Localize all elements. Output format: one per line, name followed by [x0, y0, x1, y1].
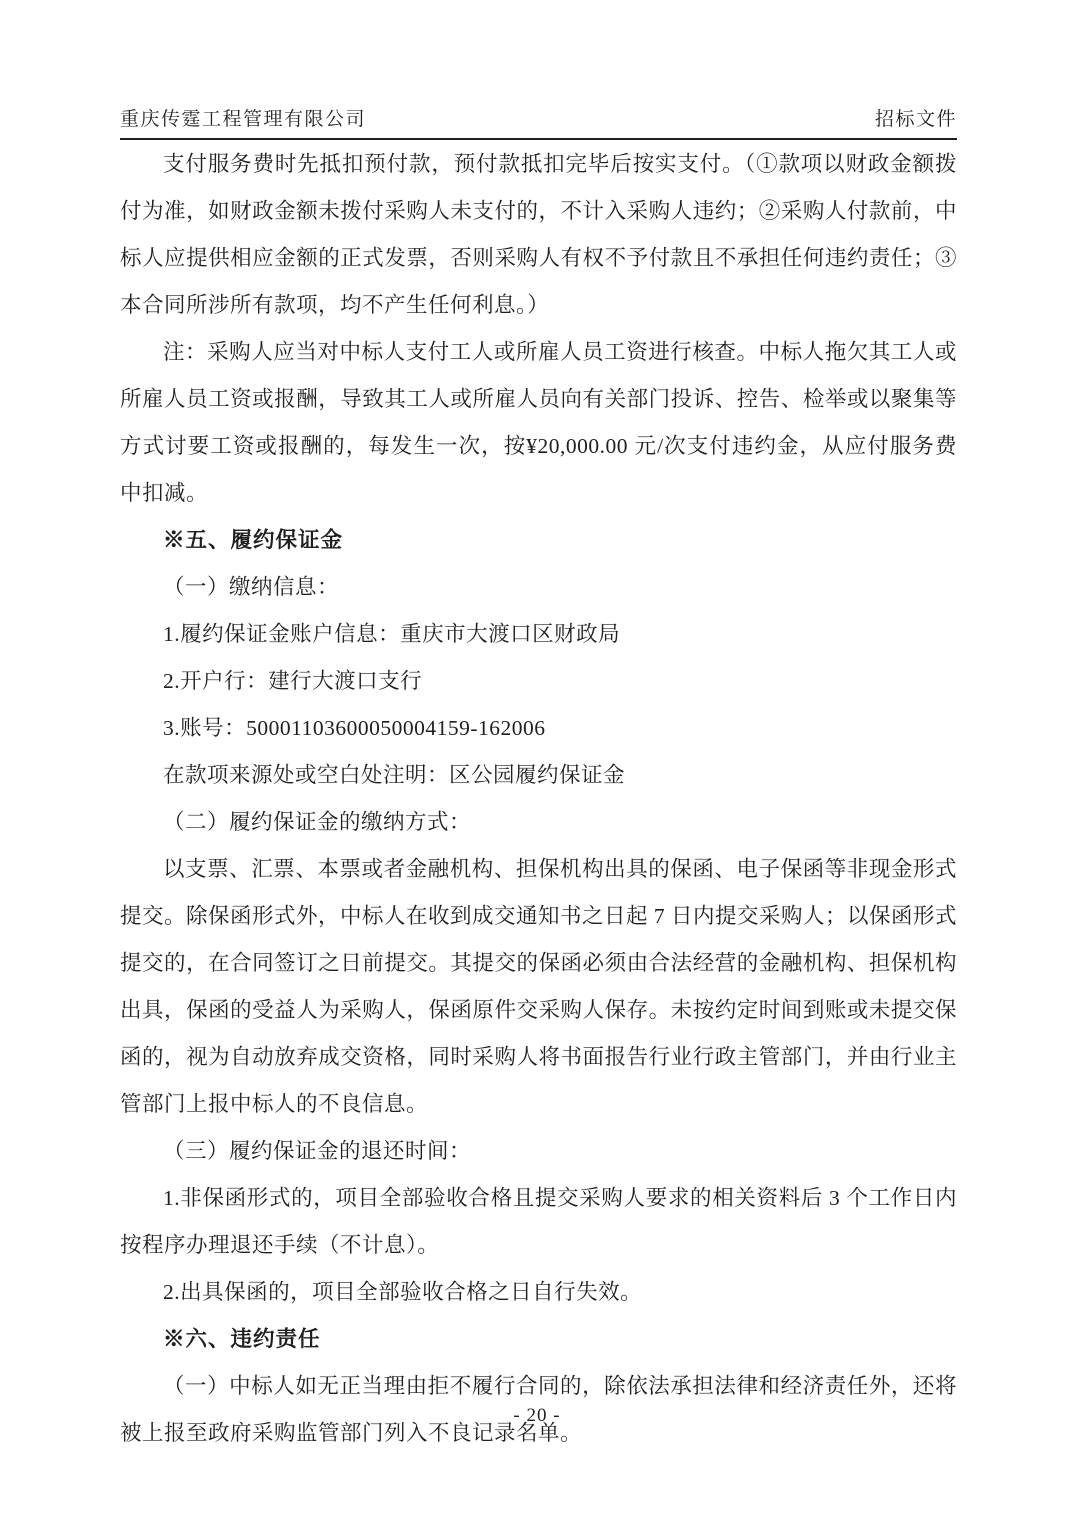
page-content — [120, 104, 957, 1457]
list-item: 2.开户行：建行大渡口支行 — [163, 669, 423, 693]
page-number: - 20 - — [513, 1405, 561, 1426]
paragraph: 在款项来源处或空白处注明：区公园履约保证金 — [163, 763, 626, 787]
section-heading-performance-bond: ※五、履约保证金 — [163, 528, 344, 552]
header-doc-label: 招标文件 — [874, 109, 957, 130]
page-header — [120, 104, 957, 140]
list-item: 1.履约保证金账户信息：重庆市大渡口区财政局 — [163, 622, 621, 646]
list-item: 1.非保函形式的，项目全部验收合格且提交采购人要求的相关资料后 3 个工作日内按程序办理退还手续（不计息）。 — [120, 1186, 957, 1257]
document-body — [120, 141, 957, 1457]
paragraph-subheading: （三）履约保证金的退还时间： — [163, 1139, 472, 1163]
list-item: 2.出具保函的，项目全部验收合格之日自行失效。 — [163, 1280, 643, 1304]
paragraph: 以支票、汇票、本票或者金融机构、担保机构出具的保函、电子保函等非现金形式提交。除保函形式外，中标人在收到成交通知书之日起 7 日内提交采购人；以保函形式提交的，在合同签订之日前提交。其提交的保函必须由合法经营的金融机构、担保机构出具，保函的受益人为采购人，保函原件交采购人保存。未按约定时间到账或未提交保函的，视为自动放弃成交资格，同时采购人将书面报告行业行政主管部门，并由行业主管部门上报中标人的不良信息。 — [120, 857, 958, 1116]
header-company-name: 重庆传霆工程管理有限公司 — [120, 109, 367, 130]
list-item: 3.账号：50001103600050004159-162006 — [163, 716, 546, 740]
paragraph-note: 注：采购人应当对中标人支付工人或所雇人员工资进行核查。中标人拖欠其工人或所雇人员工资或报酬，导致其工人或所雇人员向有关部门投诉、控告、检举或以聚集等方式讨要工资或报酬的，每发生一次，按¥20,000.00 元/次支付违约金，从应付服务费中扣减。 — [120, 340, 957, 505]
section-heading-breach-liability: ※六、违约责任 — [163, 1327, 321, 1351]
paragraph-subheading: （二）履约保证金的缴纳方式： — [163, 810, 472, 834]
paragraph-subheading: （一）缴纳信息： — [163, 575, 340, 599]
paragraph: 支付服务费时先抵扣预付款，预付款抵扣完毕后按实支付。（①款项以财政金额拨付为准，如财政金额未拨付采购人未支付的，不计入采购人违约；②采购人付款前，中标人应提供相应金额的正式发票，否则采购人有权不予付款且不承担任何违约责任；③本合同所涉所有款项，均不产生任何利息。） — [120, 152, 957, 317]
paragraph: （一）中标人如无正当理由拒不履行合同的，除依法承担法律和经济责任外，还将被上报至政府采购监管部门列入不良记录名单。 — [120, 1374, 957, 1445]
